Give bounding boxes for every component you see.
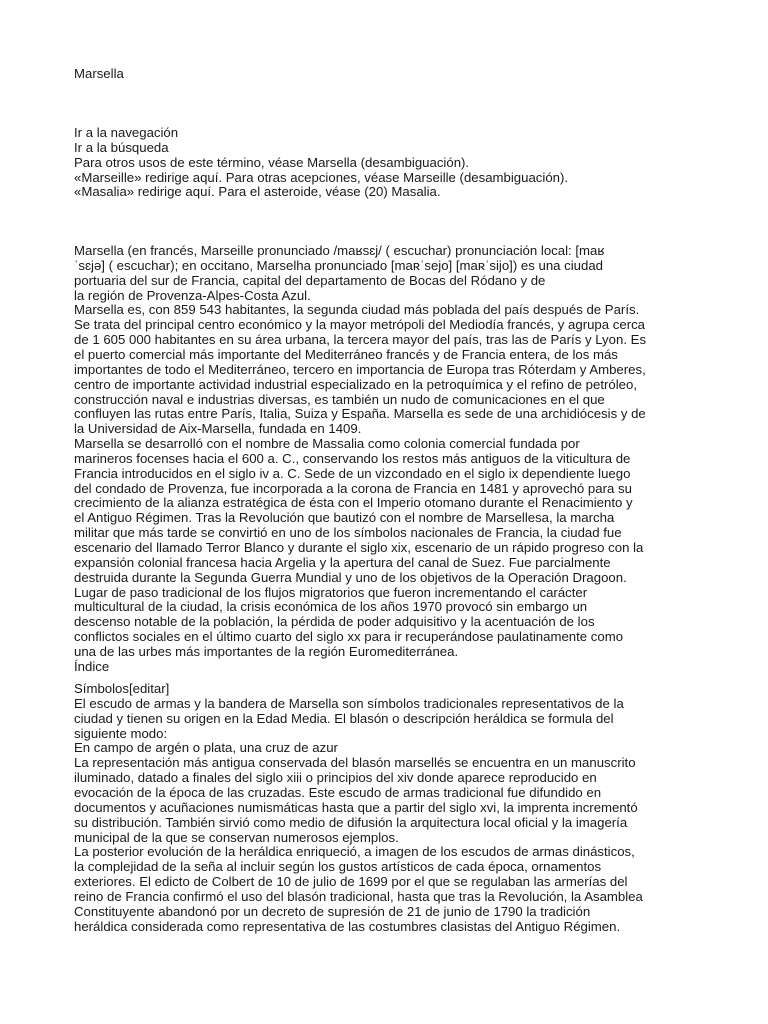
body-text-line: multicultural de la ciudad, la crisis económica de los años 1970 provocó sin embargo un [74,599,588,615]
section-text-line: su distribución. También sirvió como medio de difusión la arquitectura local oficial y la imagería [74,814,628,830]
section-heading[interactable]: Símbolos[editar] [74,681,170,696]
disambiguation-note: «Marseille» redirige aquí. Para otras acepciones, véase Marseille (desambiguación). [74,169,569,185]
body-text-line: importantes de todo el Mediterráneo, tercero en importancia de Europa tras Róterdam y Amberes, [74,361,646,377]
section-text-line: siguiente modo: [74,725,168,741]
body-text-line: crecimiento de la alianza estratégica de ésta con el Imperio otomano durante el Renacimiento y [74,495,633,511]
body-text-line: Se trata del principal centro económico y la mayor metrópoli del Mediodía francés, y agrupa cerca [74,317,646,333]
body-text-line: Marsella se desarrolló con el nombre de Massalia como colonia comercial fundada por [74,436,580,452]
body-text-line: la región de Provenza-Alpes-Costa Azul. [74,287,311,303]
body-text-line: expansión colonial francesa hacia Argelia y la apertura del canal de Suez. Fue parcialmente [74,554,611,570]
body-text-line: descenso notable de la población, la pérdida de poder adquisitivo y la acentuación de los [74,614,595,630]
body-text-line: confluyen las rutas entre París, Italia, Suiza y España. Marsella es sede de una archidiócesis y de [74,406,646,422]
body-text-line: Marsella es, con 859 543 habitantes, la segunda ciudad más poblada del país después de París. [74,302,640,318]
section-text-line: municipal de la que se conservan numerosos ejemplos. [74,829,399,845]
skip-to-navigation-link[interactable]: Ir a la navegación [74,125,179,140]
page-title: Marsella [74,66,124,81]
body-text-line: de 1 605 000 habitantes en su área urbana, la tercera mayor del país, tras las de París y Lyon. Es [74,332,647,348]
section-text-line: En campo de argén o plata, una cruz de azur [74,740,338,756]
section-text-line: evocación de la época de las cruzadas. Este escudo de armas tradicional fue difundido en [74,784,602,800]
section-text-line: heráldica considerada como representativa de las costumbres clasistas del Antiguo Régimen. [74,918,621,934]
section-text-line: la complejidad de la seña al incluir según los gustos artísticos de cada época, ornamentos [74,859,602,875]
section-text-line: El escudo de armas y la bandera de Marsella son símbolos tradicionales representativos de la [74,695,624,711]
body-text-line: la Universidad de Aix-Marsella, fundada en 1409. [74,421,362,437]
body-text-line: escenario del llamado Terror Blanco y durante el siglo xix, escenario de un rápido progreso con la [74,540,644,555]
section-text-line: exteriores. El edicto de Colbert de 10 de julio de 1699 por el que se regulaban las armerías del [74,874,628,890]
body-text-line: del condado de Provenza, fue incorporada a la corona de Francia en 1481 y aprovechó para su [74,480,632,496]
section-text-line: La representación más antigua conservada del blasón marsellés se encuentra en un manuscrito [74,755,636,771]
body-text-line: Marsella (en francés, Marseille pronunciado /maʁsɛj/ ( escuchar) pronunciación local: [maʁ [74,243,605,258]
section-text-line: Constituyente abandonó por un decreto de supresión de 21 de junio de 1790 la tradición [74,903,591,919]
body-text-line: construcción naval e industrias diversas, es también un nudo de comunicaciones en el que [74,391,605,407]
body-text-line: Francia introducidos en el siglo iv a. C. Sede de un vizcondado en el siglo ix dependiente luego [74,465,631,481]
section-text-line: documentos y acuñaciones numismáticas hasta que a partir del siglo xvi, la imprenta incrementó [74,799,638,815]
body-text-line: destruida durante la Segunda Guerra Mundial y uno de los objetivos de la Operación Dragoon. [74,569,627,585]
index-heading[interactable]: Índice [74,658,110,674]
body-text-line: marineros focenses hacia el 600 a. C., conservando los restos más antiguos de la viticultura de [74,450,631,466]
body-text-line: el puerto comercial más importante del Mediterráneo francés y de Francia entera, de los más [74,346,618,362]
body-text-line: centro de importante actividad industrial especializado en la petroquímica y el refino de petróleo, [74,376,637,392]
skip-to-search-link[interactable]: Ir a la búsqueda [74,139,169,155]
section-text-line: reino de Francia confirmó el uso del blasón tradicional, hasta que tras la Revolución, la Asamblea [74,888,643,904]
disambiguation-note: Para otros usos de este término, véase Marsella (desambiguación). [74,154,470,170]
body-text-line: ˈsɛjə] ( escuchar); en occitano, Marselha pronunciado [maʀˈsejo] [maʀˈsijo]) es una ciudad [74,257,604,273]
disambiguation-note: «Masalia» redirige aquí. Para el asteroide, véase (20) Masalia. [74,184,441,200]
body-text-line: militar que más tarde se convirtió en uno de los símbolos nacionales de Francia, la ciudad fue [74,525,622,541]
body-text-line: portuaria del sur de Francia, capital del departamento de Bocas del Ródano y de [74,272,546,288]
section-text-line: ciudad y tienen su origen en la Edad Media. El blasón o descripción heráldica se formula del [74,710,614,726]
body-text-line: conflictos sociales en el último cuarto del siglo xx para ir recuperándose paulatinamente como [74,629,624,645]
body-text-line: el Antiguo Régimen. Tras la Revolución que bautizó con el nombre de Marsellesa, la marcha [74,510,615,526]
body-text-line: una de las urbes más importantes de la región Euromediterránea. [74,643,459,659]
section-text-line: iluminado, datado a finales del siglo xiii o principios del xiv donde aparece reproducido en [74,770,597,786]
body-text-line: Lugar de paso tradicional de los flujos migratorios que fueron incrementando el carácter [74,584,588,600]
section-text-line: La posterior evolución de la heráldica enriqueció, a imagen de los escudos de armas dinásticos, [74,844,635,860]
